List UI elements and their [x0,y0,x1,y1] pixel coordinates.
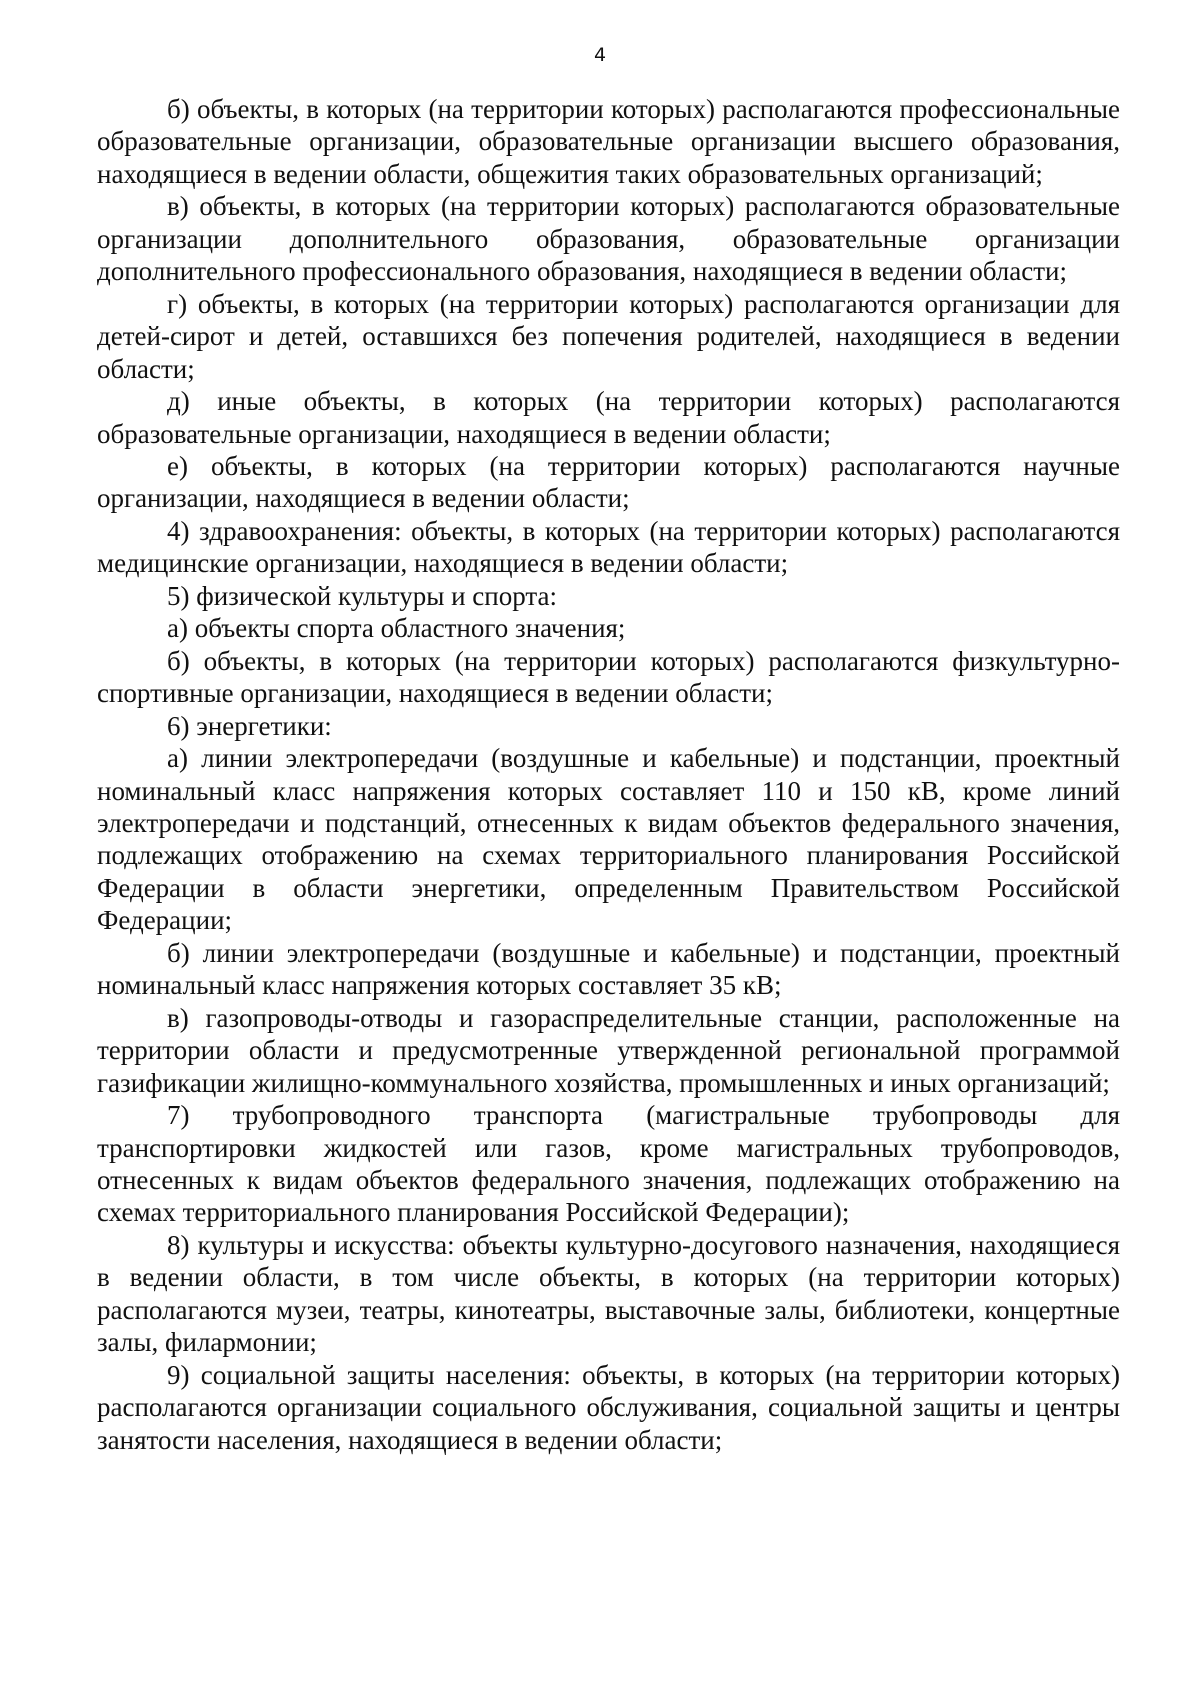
paragraph-item-a-power-lines-110-150: а) линии электропередачи (воздушные и кабельные) и подстанции, проектный номинальный класс напряжения которых составляет 110 и 150 кВ, кроме линий электропередачи и подстанций, отнесенных к видам объектов федерального значения, подлежащих отображению на схемах территориального планирования Российской Федерации в области энергетики, определенным Правительством Российской Федерации; [97,743,1120,936]
paragraph-item-v-gas-pipelines: в) газопроводы-отводы и газораспределительные станции, расположенные на территории области и предусмотренные утвержденной региональной программой газификации жилищно-коммунального хозяйства, промышленных и иных организаций; [97,1002,1120,1098]
paragraph-section-8-culture: 8) культуры и искусства: объекты культурно-досугового назначения, находящиеся в ведении области, в том числе объекты, в которых (на территории которых) располагаются музеи, театры, кинотеатры, выставочные залы, библиотеки, концертные залы, филармонии; [97,1229,1120,1358]
paragraph-item-g-orphan-organizations: г) объекты, в которых (на территории которых) располагаются организации для детей-сирот и детей, оставшихся без попечения родителей, находящиеся в ведении области; [97,288,1120,384]
paragraph-section-9-social-protection: 9) социальной защиты населения: объекты, в которых (на территории которых) располагаются организации социального обслуживания, социальной защиты и центры занятости населения, находящиеся в ведении области; [97,1359,1120,1455]
page-number: 4 [593,44,607,66]
paragraph-item-b-sport-organizations: б) объекты, в которых (на территории которых) располагаются физкультурно-спортивные организации, находящиеся в ведении области; [97,645,1120,709]
paragraph-item-v-additional-education: в) объекты, в которых (на территории которых) располагаются образовательные организации дополнительного образования, образовательные организации дополнительного профессионального образования, находящиеся в ведении области; [97,191,1120,287]
paragraph-item-a-sport-objects: а) объекты спорта областного значения; [167,613,626,644]
paragraph-section-6-energy-heading: 6) энергетики: [167,710,332,741]
paragraph-item-d-other-education: д) иные объекты, в которых (на территории которых) располагаются образовательные организации, находящиеся в ведении области; [97,386,1120,449]
paragraph-section-7-pipeline-transport: 7) трубопроводного транспорта (магистральные трубопроводы для транспортировки жидкостей или газов, кроме магистральных трубопроводов, отнесенных к видам объектов федерального значения, подлежащих отображению на схемах территориального планирования Российской Федерации); [97,1100,1120,1228]
paragraph-item-e-scientific: е) объекты, в которых (на территории которых) располагаются научные организации, находящиеся в ведении области; [97,450,1120,514]
paragraph-item-b-higher-education: б) объекты, в которых (на территории которых) располагаются профессиональные образовательные организации, образовательные организации высшего образования, находящиеся в ведении области, общежития таких образовательных организаций; [97,94,1120,189]
paragraph-section-4-healthcare: 4) здравоохранения: объекты, в которых (на территории которых) располагаются медицинские организации, находящиеся в ведении области; [97,515,1120,579]
paragraph-section-5-sport-heading: 5) физической культуры и спорта: [167,580,557,611]
document-body [97,93,1120,1456]
paragraph-item-b-power-lines-35: б) линии электропередачи (воздушные и кабельные) и подстанции, проектный номинальный класс напряжения которых составляет 35 кВ; [97,937,1120,1001]
